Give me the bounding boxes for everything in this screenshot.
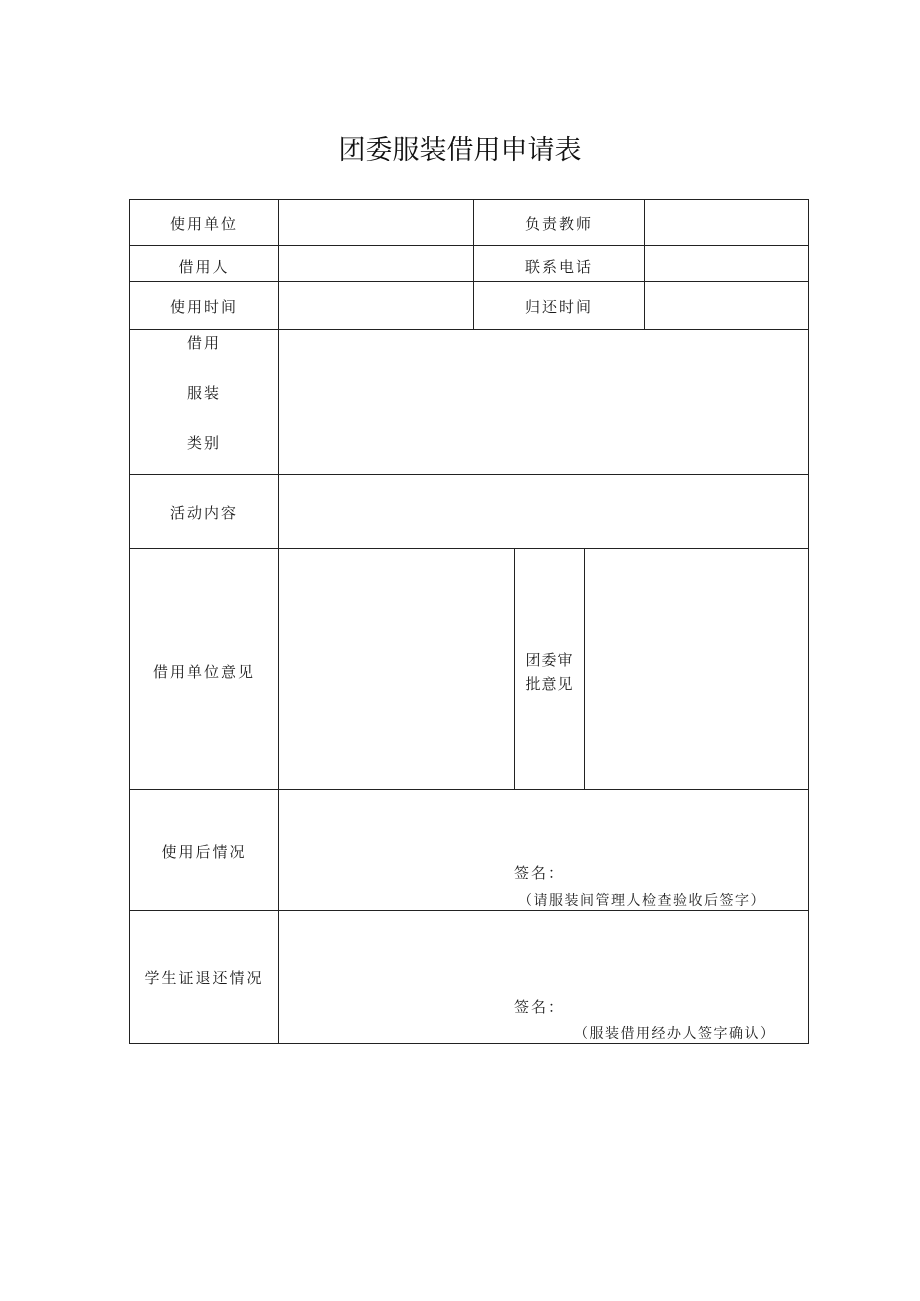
after-use-signature-label: 签名：: [514, 864, 566, 882]
application-form-table: [129, 199, 809, 1044]
use-time-label: 使用时间: [169, 298, 238, 316]
category-field[interactable]: [279, 330, 808, 474]
league-approval-label-line-1: 团委审: [525, 651, 574, 669]
borrower-field[interactable]: [279, 246, 473, 281]
return-time-field[interactable]: [645, 282, 808, 329]
use-time-field[interactable]: [279, 282, 473, 329]
page-title: 团委服装借用申请表: [338, 135, 582, 166]
unit-opinion-field[interactable]: [279, 549, 514, 789]
after-use-note: （请服装间管理人检查验收后签字）: [518, 893, 766, 909]
activity-field[interactable]: [279, 475, 808, 548]
phone-label: 联系电话: [524, 258, 593, 276]
unit-label: 使用单位: [169, 215, 238, 233]
phone-field[interactable]: [645, 246, 808, 281]
category-label-line-3: 类别: [186, 434, 221, 452]
category-label-line-1: 借用: [186, 334, 221, 352]
league-approval-field[interactable]: [585, 549, 808, 789]
teacher-label: 负责教师: [524, 215, 593, 233]
league-approval-label-line-2: 批意见: [525, 675, 574, 693]
student-id-signature-label: 签名：: [514, 998, 566, 1016]
category-label-line-2: 服装: [186, 384, 221, 402]
student-id-note: （服装借用经办人签字确认）: [574, 1026, 776, 1042]
return-time-label: 归还时间: [524, 298, 593, 316]
unit-field[interactable]: [279, 200, 473, 245]
student-id-label: 学生证退还情况: [144, 969, 264, 987]
activity-label: 活动内容: [169, 504, 238, 522]
unit-opinion-label: 借用单位意见: [152, 663, 255, 681]
after-use-label: 使用后情况: [161, 843, 247, 861]
teacher-field[interactable]: [645, 200, 808, 245]
borrower-label: 借用人: [178, 258, 230, 276]
